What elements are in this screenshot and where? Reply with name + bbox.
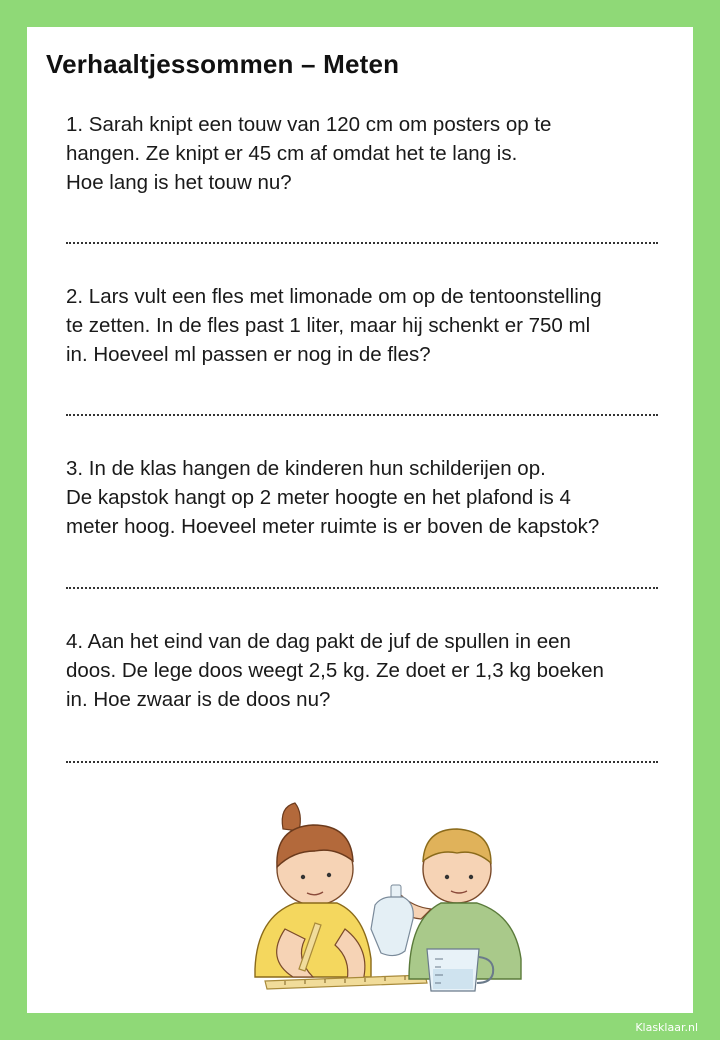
- question-line: 2. Lars vult een fles met limonade om op de tentoonstelling: [66, 285, 602, 308]
- worksheet-page: [27, 27, 693, 1013]
- question-3: [66, 454, 676, 541]
- bottle: [371, 885, 413, 956]
- girl-figure: [255, 803, 371, 981]
- worksheet-title: Verhaaltjessommen – Meten: [46, 49, 400, 79]
- question-line: 1. Sarah knipt een touw van 120 cm om posters op te: [66, 113, 552, 136]
- question-line: te zetten. In de fles past 1 liter, maar hij schenkt er 750 ml: [66, 314, 591, 337]
- answer-line-2: [66, 410, 658, 416]
- answer-line-4: [66, 757, 658, 763]
- question-line: 3. In de klas hangen de kinderen hun schilderijen op.: [66, 457, 546, 480]
- answer-line-1: [66, 238, 658, 244]
- question-line: in. Hoeveel ml passen er nog in de fles?: [66, 343, 431, 366]
- question-line: 4. Aan het eind van de dag pakt de juf de spullen in een: [66, 630, 571, 653]
- question-line: in. Hoe zwaar is de doos nu?: [66, 688, 331, 711]
- question-line: doos. De lege doos weegt 2,5 kg. Ze doet er 1,3 kg boeken: [66, 659, 604, 682]
- brand-watermark: Klasklaar.nl: [635, 1021, 698, 1034]
- question-line: meter hoog. Hoeveel meter ruimte is er boven de kapstok?: [66, 515, 600, 538]
- question-2: [66, 282, 676, 369]
- question-line: hangen. Ze knipt er 45 cm af omdat het te lang is.: [66, 142, 518, 165]
- question-4: [66, 627, 676, 714]
- question-line: De kapstok hangt op 2 meter hoogte en het plafond is 4: [66, 486, 571, 509]
- children-measuring-illustration: [195, 799, 555, 999]
- question-1: [66, 110, 676, 197]
- answer-line-3: [66, 583, 658, 589]
- question-line: Hoe lang is het touw nu?: [66, 171, 292, 194]
